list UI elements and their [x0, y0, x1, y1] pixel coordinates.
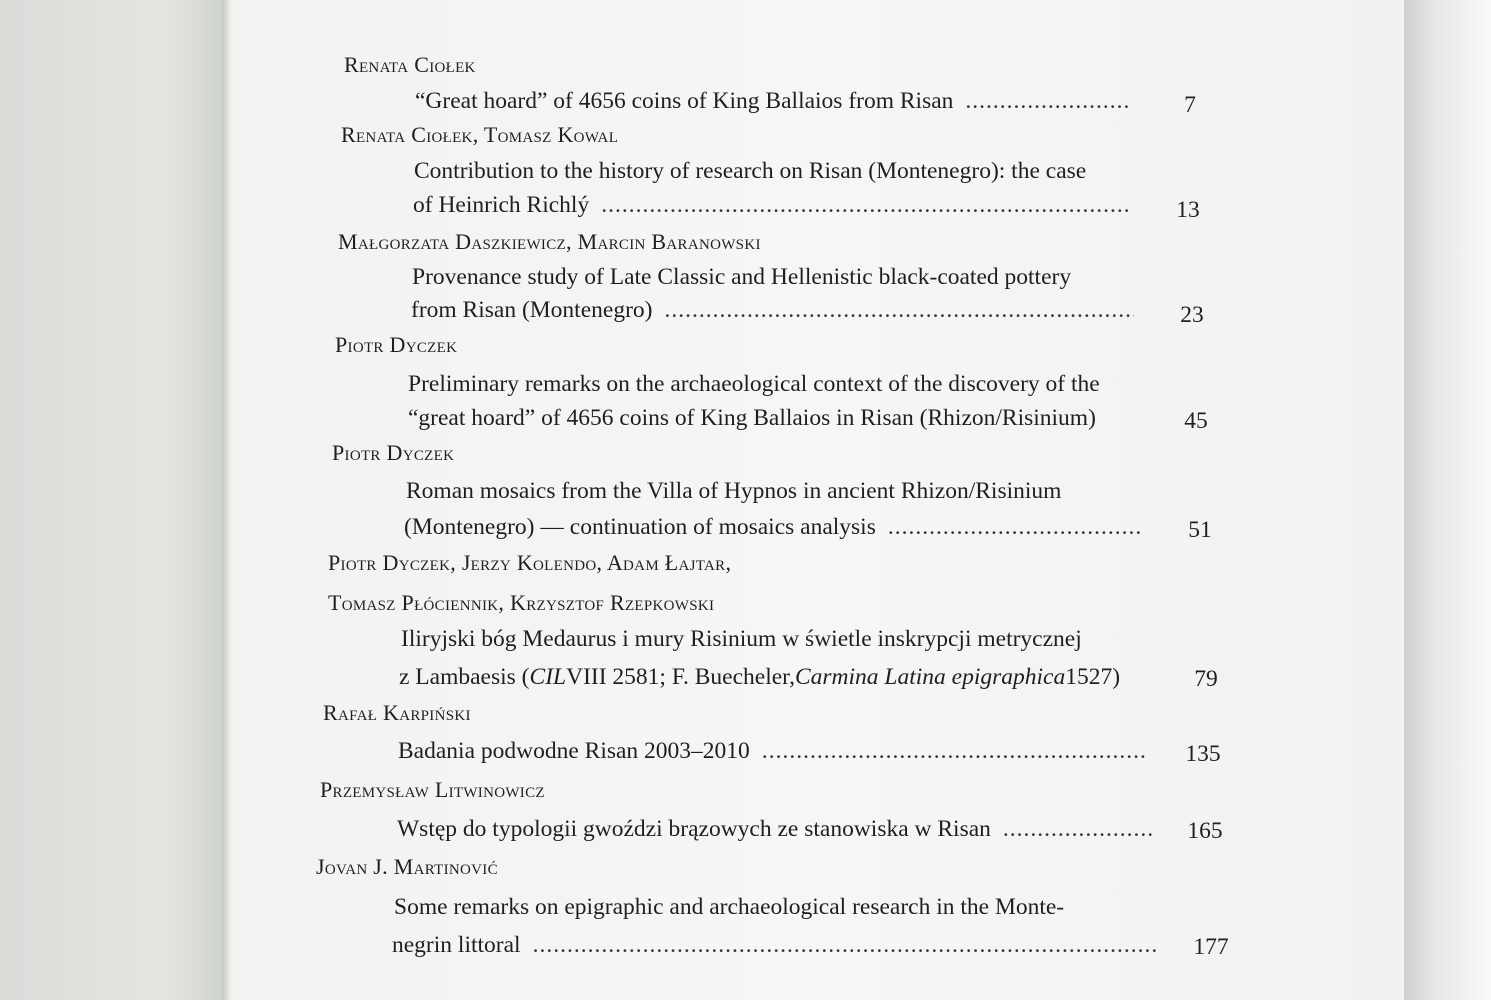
entry-author: Jovan J. Martinović	[316, 854, 498, 879]
leader-dots	[1003, 816, 1152, 843]
entry-title-line: Roman mosaics from the Villa of Hypnos in ancient Rhizon/Risinium	[406, 478, 1062, 504]
entry-title-line: of Heinrich Richlý .....	[413, 192, 1131, 219]
entry-title-line: (Montenegro) — continuation of mosaics analysis .....	[404, 514, 1142, 541]
entry-page-number: 79	[1194, 666, 1218, 692]
entry-page-number: 45	[1184, 408, 1208, 434]
entry-title-line: Wstęp do typologii gwoździ brązowych ze stanowiska w Risan .....	[397, 816, 1152, 843]
leader-dots	[601, 192, 1131, 219]
entry-author: Przemysław Litwinowicz	[320, 777, 545, 802]
entry-page-number: 13	[1176, 197, 1200, 223]
entry-title-line: Preliminary remarks on the archaeological context of the discovery of the	[408, 371, 1100, 397]
entry-page-number: 7	[1184, 92, 1196, 118]
entry-page-number: 135	[1185, 741, 1221, 767]
leader-dots	[762, 738, 1148, 765]
leader-dots	[965, 88, 1131, 115]
entry-author: Piotr Dyczek	[335, 332, 458, 357]
entry-author: Piotr Dyczek, Jerzy Kolendo, Adam Łajtar,	[328, 550, 732, 575]
entry-title-line: z Lambaesis ( CIL VIII 2581; F. Buecheler, Carmina Latina epigraphica 1527)	[399, 664, 1121, 690]
entry-title-line: Contribution to the history of research on Risan (Montenegro): the case	[414, 158, 1087, 184]
entry-author: Renata Ciołek, Tomasz Kowal	[341, 122, 619, 147]
entry-title-line: Some remarks on epigraphic and archaeological research in the Monte-	[394, 894, 1065, 920]
entry-title-line: “Great hoard” of 4656 coins of King Ballaios from Risan .....	[415, 88, 1131, 115]
entry-author: Renata Ciołek	[344, 52, 476, 77]
entry-page-number: 51	[1188, 517, 1212, 543]
entry-title-line: negrin littoral .....	[392, 932, 1156, 959]
entry-title-line: Badania podwodne Risan 2003–2010 .....	[398, 738, 1148, 765]
entry-title-line: from Risan (Montenegro) .....	[411, 297, 1134, 324]
page-edge	[1404, 0, 1491, 1000]
leader-dots	[888, 514, 1142, 541]
entry-author: Piotr Dyczek	[332, 440, 455, 465]
entry-author-continued: Tomasz Płóciennik, Krzysztof Rzepkowski	[328, 590, 715, 615]
entry-title-line: Provenance study of Late Classic and Hellenistic black-coated pottery	[412, 264, 1072, 290]
entry-author: Rafał Karpiński	[323, 700, 471, 725]
entry-page-number: 23	[1180, 302, 1204, 328]
entry-page-number: 177	[1193, 934, 1229, 960]
leader-dots	[533, 932, 1156, 959]
entry-author: Małgorzata Daszkiewicz, Marcin Baranowski	[338, 229, 761, 254]
leader-dots	[664, 297, 1134, 324]
entry-title-line: Iliryjski bóg Medaurus i mury Risinium w świetle inskrypcji metrycznej	[401, 626, 1082, 652]
entry-title-line: “great hoard” of 4656 coins of King Ballaios in Risan (Rhizon/Risinium)	[408, 405, 1096, 431]
entry-page-number: 165	[1187, 818, 1223, 844]
left-page	[0, 0, 230, 1000]
